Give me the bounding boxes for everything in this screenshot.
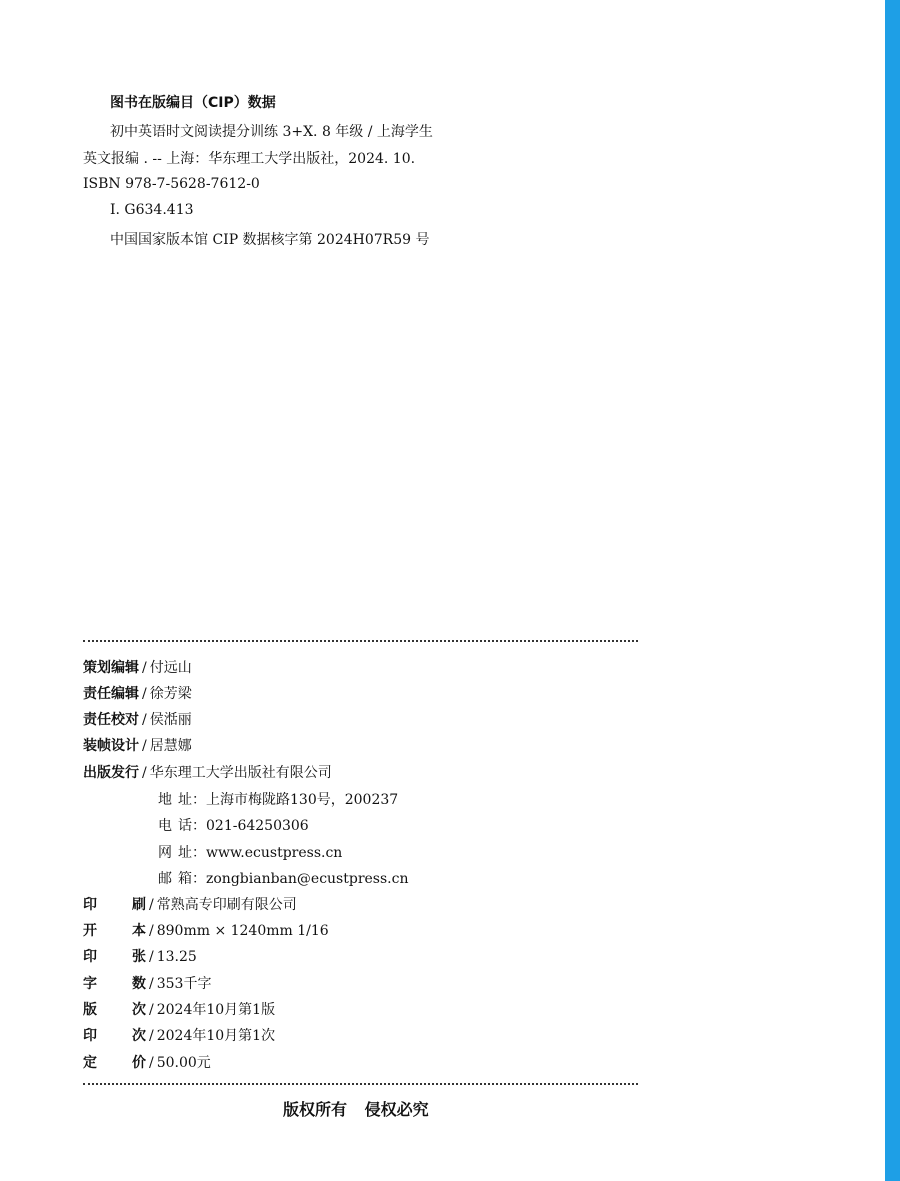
website-label-a: 网: [158, 845, 172, 861]
responsible-editor-label: 责任编辑: [83, 686, 139, 702]
sheets-value: 13.25: [156, 949, 197, 965]
planning-editor-label: 策划编辑: [83, 660, 139, 676]
sheets-label-a: 印: [83, 949, 97, 965]
proofreader-row: 责任校对 / 侯湉丽: [83, 712, 192, 728]
format-label-b: 本: [132, 923, 146, 939]
printer-value: 常熟高专印刷有限公司: [156, 897, 297, 913]
copyright-notice: 版权所有 侵权必究: [283, 1100, 429, 1119]
address-value: 上海市梅陇路130号，200237: [206, 792, 399, 808]
impression-row: 印 次 / 2024年10月第1次: [83, 1028, 276, 1044]
word-count-row: 字 数 / 353千字: [83, 976, 212, 992]
price-label-a: 定: [83, 1055, 97, 1071]
price-value: 50.00元: [156, 1055, 211, 1071]
printer-row: 印 刷 / 常熟高专印刷有限公司: [83, 897, 297, 913]
impression-label-b: 次: [132, 1028, 146, 1044]
cip-line-title: 初中英语时文阅读提分训练 3+X. 8 年级 / 上海学生: [110, 124, 433, 140]
impression-label-a: 印: [83, 1028, 97, 1044]
word-count-value: 353千字: [156, 976, 212, 992]
cip-line-publisher: 英文报编 . -- 上海：华东理工大学出版社，2024. 10.: [83, 151, 416, 167]
designer-value: 居慧娜: [149, 738, 192, 754]
email-label-a: 邮: [158, 871, 172, 887]
proofreader-value: 侯湉丽: [149, 712, 192, 728]
phone-label-a: 电: [158, 818, 172, 834]
phone-value: 021-64250306: [206, 818, 309, 834]
publisher-value: 华东理工大学出版社有限公司: [149, 765, 332, 781]
address-label-a: 地: [158, 792, 172, 808]
impression-value: 2024年10月第1次: [156, 1028, 276, 1044]
address-label-b: 址: [178, 792, 192, 808]
planning-editor-row: 策划编辑 / 付远山: [83, 660, 192, 676]
sheets-row: 印 张 / 13.25: [83, 949, 197, 965]
website-value: www.ecustpress.cn: [206, 845, 343, 861]
cip-line-classification: Ⅰ. G634.413: [110, 202, 194, 218]
proofreader-label: 责任校对: [83, 712, 139, 728]
format-value: 890mm × 1240mm 1/16: [156, 923, 329, 939]
top-dotted-divider: [83, 640, 638, 642]
format-row: 开 本 / 890mm × 1240mm 1/16: [83, 923, 329, 939]
contact-website: 网 址 ：www.ecustpress.cn: [158, 845, 343, 861]
cip-line-cip-number: 中国国家版本馆 CIP 数据核字第 2024H07R59 号: [110, 232, 430, 248]
publisher-row: 出版发行 / 华东理工大学出版社有限公司: [83, 765, 332, 781]
designer-row: 装帧设计 / 居慧娜: [83, 738, 192, 754]
edition-value: 2024年10月第1版: [156, 1002, 276, 1018]
edition-label-a: 版: [83, 1002, 97, 1018]
designer-label: 装帧设计: [83, 738, 139, 754]
planning-editor-value: 付远山: [149, 660, 192, 676]
sheets-label-b: 张: [132, 949, 146, 965]
email-label-b: 箱: [178, 871, 192, 887]
cip-heading: 图书在版编目（CIP）数据: [110, 95, 276, 111]
contact-email: 邮 箱 ：zongbianban@ecustpress.cn: [158, 871, 409, 887]
printer-label-b: 刷: [132, 897, 146, 913]
side-accent-bar: [885, 0, 900, 1181]
price-row: 定 价 / 50.00元: [83, 1055, 211, 1071]
publisher-label: 出版发行: [83, 765, 139, 781]
responsible-editor-value: 徐芳梁: [149, 686, 192, 702]
cip-line-isbn: ISBN 978-7-5628-7612-0: [83, 176, 260, 192]
responsible-editor-row: 责任编辑 / 徐芳梁: [83, 686, 192, 702]
phone-label-b: 话: [178, 818, 192, 834]
word-count-label-b: 数: [132, 976, 146, 992]
contact-phone: 电 话 ：021-64250306: [158, 818, 309, 834]
website-label-b: 址: [178, 845, 192, 861]
email-value: zongbianban@ecustpress.cn: [206, 871, 409, 887]
contact-address: 地 址 ：上海市梅陇路130号，200237: [158, 792, 399, 808]
edition-label-b: 次: [132, 1002, 146, 1018]
word-count-label-a: 字: [83, 976, 97, 992]
edition-row: 版 次 / 2024年10月第1版: [83, 1002, 276, 1018]
bottom-dotted-divider: [83, 1083, 638, 1085]
format-label-a: 开: [83, 923, 97, 939]
printer-label-a: 印: [83, 897, 97, 913]
price-label-b: 价: [132, 1055, 146, 1071]
